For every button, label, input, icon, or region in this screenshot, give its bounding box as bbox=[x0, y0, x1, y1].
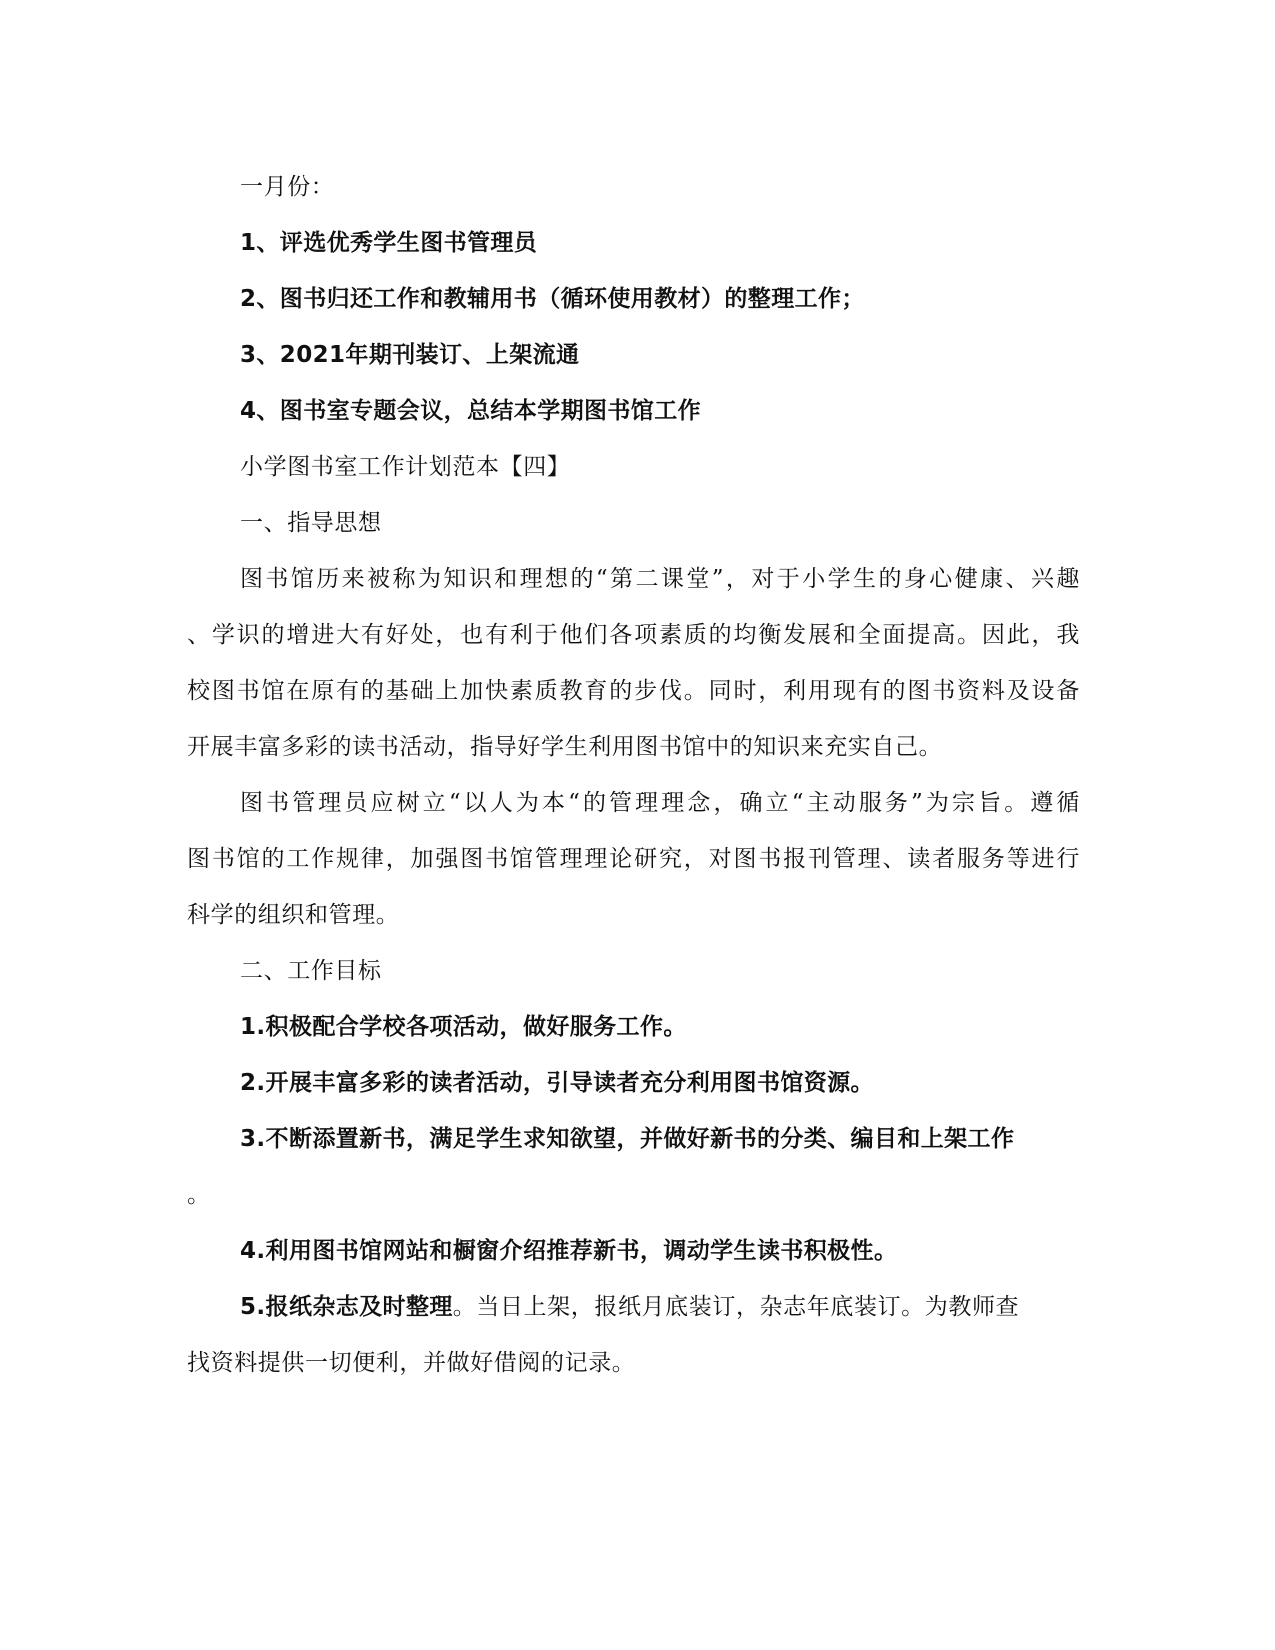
goal-5-rest: 。当日上架，报纸月底装订，杂志年底装订。为教师查 bbox=[452, 1294, 1020, 1320]
guiding-paragraph-2-line-1: 图书管理员应树立“以人为本“的管理理念，确立“主动服务”为宗旨。遵循 bbox=[240, 790, 1080, 816]
guiding-paragraph-2-line-2: 图书馆的工作规律，加强图书馆管理理论研究，对图书报刊管理、读者服务等进行 bbox=[187, 846, 1080, 872]
january-item-1: 1、评选优秀学生图书管理员 bbox=[240, 230, 538, 256]
goal-4: 4.利用图书馆网站和橱窗介绍推荐新书，调动学生读书积极性。 bbox=[240, 1238, 898, 1264]
guiding-heading: 一、指导思想 bbox=[240, 510, 382, 536]
january-item-4: 4、图书室专题会议，总结本学期图书馆工作 bbox=[240, 398, 702, 424]
section-title: 小学图书室工作计划范本【四】 bbox=[240, 454, 571, 480]
goal-1: 1.积极配合学校各项活动，做好服务工作。 bbox=[240, 1014, 687, 1040]
january-item-2: 2、图书归还工作和教辅用书（循环使用教材）的整理工作； bbox=[240, 286, 865, 312]
goal-2: 2.开展丰富多彩的读者活动，引导读者充分利用图书馆资源。 bbox=[240, 1070, 874, 1096]
guiding-paragraph-1-line-2: 、学识的增进大有好处，也有利于他们各项素质的均衡发展和全面提高。因此，我 bbox=[187, 622, 1080, 648]
guiding-paragraph-1-line-4: 开展丰富多彩的读书活动，指导好学生利用图书馆中的知识来充实自己。 bbox=[187, 734, 943, 760]
january-heading: 一月份： bbox=[240, 174, 335, 200]
guiding-paragraph-1-line-3: 校图书馆在原有的基础上加快素质教育的步伐。同时，利用现有的图书资料及设备 bbox=[187, 678, 1080, 704]
goal-3-line-2: 。 bbox=[187, 1182, 211, 1208]
january-item-3: 3、2021年期刊装订、上架流通 bbox=[240, 342, 580, 368]
goal-5-line-1 bbox=[240, 1292, 1019, 1322]
guiding-paragraph-2-line-3: 科学的组织和管理。 bbox=[187, 902, 400, 928]
guiding-paragraph-1-line-1: 图书馆历来被称为知识和理想的“第二课堂”，对于小学生的身心健康、兴趣 bbox=[240, 566, 1080, 592]
goal-5-line-2: 找资料提供一切便利，并做好借阅的记录。 bbox=[187, 1350, 636, 1376]
goals-heading: 二、工作目标 bbox=[240, 958, 382, 984]
goal-5-bold-lead: 5.报纸杂志及时整理 bbox=[240, 1294, 453, 1320]
goal-3-line-1: 3.不断添置新书，满足学生求知欲望，并做好新书的分类、编目和上架工作 bbox=[240, 1126, 1015, 1152]
